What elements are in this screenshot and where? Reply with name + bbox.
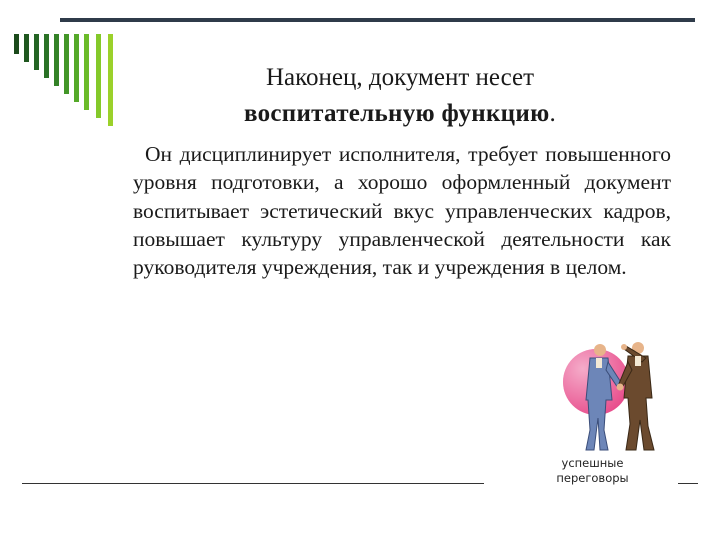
body-paragraph: Он дисциплинирует исполнителя, требует повышенного уровня подготовки, а хорошо оформленный документ воспитывает эстетический вкус управленческих кадров, повышает культуру управленческой деятельности как руководителя учреждения, так и учреждения в целом. xyxy=(133,142,671,280)
bottom-rule-short xyxy=(678,483,698,484)
bottom-rule xyxy=(22,483,484,484)
caption-line-1: успешные xyxy=(561,456,624,470)
title-line-2 xyxy=(150,96,650,132)
title-emphasis: воспитательную функцию xyxy=(243,100,550,127)
slide-title xyxy=(150,60,650,132)
clipart-caption xyxy=(530,456,655,486)
handshake-icon xyxy=(556,340,676,460)
caption-line-2: переговоры xyxy=(556,471,629,485)
title-line-1: Наконец, документ несет xyxy=(265,64,535,91)
title-period: . xyxy=(549,100,557,127)
top-rule xyxy=(60,18,695,22)
decorative-stripes xyxy=(14,34,124,126)
